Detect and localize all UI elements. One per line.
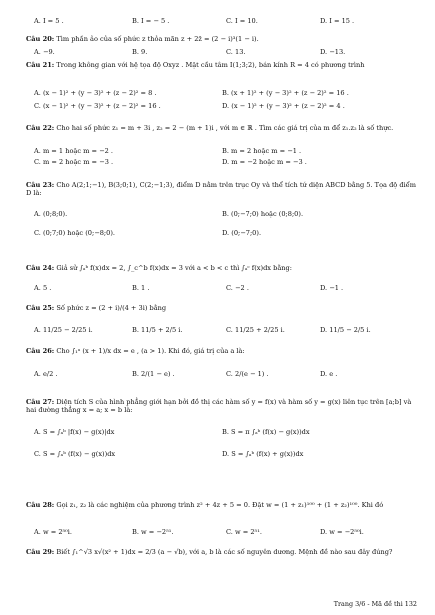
q19-answer-a: A. I = 5 . <box>34 17 64 25</box>
question-24 <box>26 264 418 292</box>
q21-text: Trong không gian với hệ tọa độ Oxyz . Mặt cầu tâm I(1;3;2), bán kính R = 4 có phương trình <box>56 61 365 69</box>
q24-number: Câu 24: <box>26 264 55 272</box>
q26-number: Câu 26: <box>26 347 55 355</box>
q24-answer-c: C. −2 . <box>226 284 249 292</box>
q29-text: Biết ∫₁^√3 x√(x² + 1)dx = 2/3 (a − √b), với a, b là các số nguyên dương. Mệnh đề nào sau đây đúng? <box>56 548 393 556</box>
question-26 <box>26 347 418 378</box>
question-20 <box>26 35 418 56</box>
q20-answer-b: B. 9. <box>132 48 148 56</box>
q19-answer-b: B. I = − 5 . <box>132 17 170 25</box>
q20-answer-c: C. 13. <box>226 48 246 56</box>
question-23 <box>26 181 418 237</box>
q27-answer-a: A. S = ∫ₐᵇ |f(x) − g(x)|dx <box>34 428 115 436</box>
q23-text: Cho A(2;1;−1), B(3;0;1), C(2;−1;3), điểm D nằm trên trục Oy và thể tích tứ diện ABCD bằng 5. Tọa độ điểm D là: <box>26 181 416 198</box>
q28-answer-d: D. w = −2⁵⁰i. <box>320 528 364 536</box>
q28-number: Câu 28: <box>26 501 55 509</box>
q25-text: Số phức z = (2 + i)/(4 + 3i) bằng <box>56 304 167 312</box>
q26-answer-a: A. e/2 . <box>34 370 58 378</box>
q27-text: Diện tích S của hình phẳng giới hạn bởi đồ thị các hàm số y = f(x) và hàm số y = g(x) liên tục trên [a;b] và hai đường thẳng x = a; x = b là: <box>26 398 412 415</box>
q21-answer-b: B. (x + 1)² + (y − 3)² + (z − 2)² = 16 . <box>222 89 349 97</box>
q26-answer-b: B. 2/(1 − e) . <box>132 370 175 378</box>
q19-answers <box>26 17 418 27</box>
q23-answer-d: D. (0;−7;0). <box>222 229 262 237</box>
q22-number: Câu 22: <box>26 124 55 132</box>
q24-answer-b: B. 1 . <box>132 284 150 292</box>
q27-answer-d: D. S = ∫ₐᵇ (f(x) + g(x))dx <box>222 450 304 458</box>
question-28 <box>26 501 418 536</box>
page-footer: Trang 3/6 - Mã đề thi 132 <box>333 600 417 608</box>
q26-answer-d: D. e . <box>320 370 338 378</box>
q25-answer-b: B. 11/5 + 2/5 i. <box>132 326 183 334</box>
q28-answer-b: B. w = −2⁵¹. <box>132 528 174 536</box>
q28-answer-c: C. w = 2⁵¹. <box>226 528 262 536</box>
q20-number: Câu 20: <box>26 35 55 43</box>
question-21 <box>26 61 418 110</box>
question-29 <box>26 548 418 556</box>
q21-answer-a: A. (x − 1)² + (y − 3)² + (z − 2)² = 8 . <box>34 89 157 97</box>
q25-answer-c: C. 11/25 + 2/25 i. <box>226 326 285 334</box>
q22-answer-d: D. m = −2 hoặc m = −3 . <box>222 158 307 166</box>
q22-answer-b: B. m = 2 hoặc m = −1 . <box>222 147 302 155</box>
q23-number: Câu 23: <box>26 181 55 189</box>
q20-answer-d: D. −13. <box>320 48 346 56</box>
q24-answer-a: A. 5 . <box>34 284 52 292</box>
q19-answer-d: D. I = 15 . <box>320 17 355 25</box>
q19-answer-c: C. I = 10. <box>226 17 258 25</box>
q22-answer-a: A. m = 1 hoặc m = −2 . <box>34 147 114 155</box>
question-27 <box>26 398 418 458</box>
q22-answer-c: C. m = 2 hoặc m = −3 . <box>34 158 114 166</box>
q23-answer-a: A. (0;8;0). <box>34 210 68 218</box>
question-25 <box>26 304 418 334</box>
question-22 <box>26 124 418 166</box>
q23-answer-c: C. (0;7;0) hoặc (0;−8;0). <box>34 229 116 237</box>
q21-answer-c: C. (x − 1)² + (y − 3)² + (z − 2)² = 16 . <box>34 102 161 110</box>
q25-answer-a: A. 11/25 − 2/25 i. <box>34 326 93 334</box>
q28-text: Gọi z₁, z₂ là các nghiệm của phương trình z² + 4z + 5 = 0. Đặt w = (1 + z₁)¹⁰⁰ + (1 + z₂)¹⁰⁰. Khi đó <box>56 501 384 509</box>
q24-answer-d: D. −1 . <box>320 284 344 292</box>
q25-answer-d: D. 11/5 − 2/5 i. <box>320 326 371 334</box>
q25-number: Câu 25: <box>26 304 55 312</box>
q26-text: Cho ∫₁ᵃ (x + 1)/x dx = e , (a > 1). Khi đó, giá trị của a là: <box>56 347 245 355</box>
q23-answer-b: B. (0;−7;0) hoặc (0;8;0). <box>222 210 304 218</box>
q27-answer-b: B. S = π ∫ₐᵇ (f(x) − g(x))dx <box>222 428 310 436</box>
q29-number: Câu 29: <box>26 548 55 556</box>
q21-number: Câu 21: <box>26 61 55 69</box>
q26-answer-c: C. 2/(e − 1) . <box>226 370 269 378</box>
q28-answer-a: A. w = 2⁵⁰i. <box>34 528 73 536</box>
q20-answer-a: A. −9. <box>34 48 55 56</box>
q21-answer-d: D. (x − 1)² + (y − 3)² + (z − 2)² = 4 . <box>222 102 345 110</box>
q20-text: Tìm phần ảo của số phức z thỏa mãn z + 2z̄ = (2 − i)³(1 − i). <box>56 35 259 43</box>
q27-number: Câu 27: <box>26 398 55 406</box>
q27-answer-c: C. S = ∫ₐᵇ (f(x) − g(x))dx <box>34 450 116 458</box>
q24-text: Giả sử ∫ₐᵇ f(x)dx = 2, ∫_c^b f(x)dx = 3 với a < b < c thì ∫ₐᶜ f(x)dx bằng: <box>56 264 292 272</box>
q22-text: Cho hai số phức z₁ = m + 3i , z₂ = 2 − (m + 1)i , với m ∈ ℝ . Tìm các giá trị của m để z₁.z₂ là số thực. <box>56 124 394 132</box>
